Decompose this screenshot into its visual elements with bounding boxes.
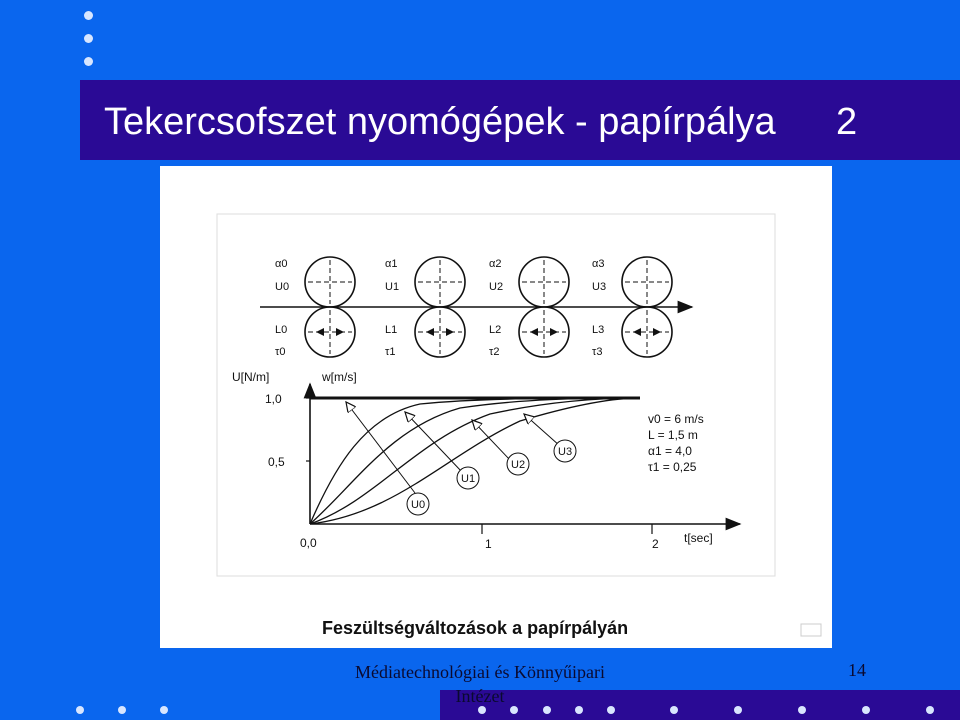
- roller-l-label: L1: [385, 324, 398, 336]
- x-axis-label: t[sec]: [684, 531, 713, 545]
- decor-dot: [734, 706, 742, 714]
- slide-title: Tekercsofszet nyomógépek - papírpálya: [104, 101, 776, 143]
- title-number: 2: [836, 101, 858, 143]
- curve-label-u3: U3: [558, 446, 573, 458]
- diagram-panel: [160, 166, 832, 648]
- x-tick-label-1: 1: [485, 537, 492, 551]
- y-tick-label-1: 1,0: [265, 392, 282, 406]
- decor-dot: [76, 706, 84, 714]
- roller-tau-label: τ3: [592, 346, 603, 358]
- roller-alpha-label: α1: [385, 258, 398, 270]
- decor-dot: [84, 11, 93, 20]
- curve-label-u2: U2: [511, 459, 526, 471]
- origin-label: 0,0: [300, 536, 317, 550]
- decor-dot: [510, 706, 518, 714]
- diagram-svg: [160, 166, 832, 648]
- page-number: 14: [848, 660, 866, 680]
- y-tick-label-05: 0,5: [268, 455, 285, 469]
- roller-l-label: L2: [489, 324, 502, 336]
- curve-label-u1: U1: [461, 473, 476, 485]
- roller-alpha-label: α0: [275, 258, 288, 270]
- roller-u-label: U3: [592, 281, 607, 293]
- decor-dot: [862, 706, 870, 714]
- roller-alpha-label: α2: [489, 258, 502, 270]
- param-v0: v0 = 6 m/s: [648, 412, 704, 426]
- diagram-caption: Feszültségváltozások a papírpályán: [322, 618, 629, 638]
- footer-institute: Médiatechnológiai és Könnyűipari Intézet: [355, 662, 605, 706]
- decor-dot: [607, 706, 615, 714]
- decor-dot: [575, 706, 583, 714]
- y-axis-label-u: U[N/m]: [232, 370, 270, 384]
- x-tick-label-2: 2: [652, 537, 659, 551]
- roller-alpha-label: α3: [592, 258, 605, 270]
- decor-dot: [926, 706, 934, 714]
- param-alpha: α1 = 4,0: [648, 444, 692, 458]
- roller-u-label: U2: [489, 281, 504, 293]
- param-L: L = 1,5 m: [648, 428, 698, 442]
- roller-u-label: U1: [385, 281, 400, 293]
- curve-label-u0: U0: [411, 499, 426, 511]
- decor-dot: [798, 706, 806, 714]
- roller-tau-label: τ2: [489, 346, 500, 358]
- y-axis-label-w: w[m/s]: [322, 370, 357, 384]
- decor-dot: [118, 706, 126, 714]
- roller-l-label: L0: [275, 324, 288, 336]
- roller-l-label: L3: [592, 324, 605, 336]
- param-tau: τ1 = 0,25: [648, 460, 697, 474]
- corner-mark: [801, 624, 821, 636]
- decor-dot: [478, 706, 486, 714]
- roller-u-label: U0: [275, 281, 290, 293]
- decor-dot: [670, 706, 678, 714]
- roller-tau-label: τ1: [385, 346, 396, 358]
- roller-tau-label: τ0: [275, 346, 286, 358]
- decor-dot: [84, 57, 93, 66]
- decor-dot: [543, 706, 551, 714]
- decor-dot: [84, 34, 93, 43]
- decor-dot: [160, 706, 168, 714]
